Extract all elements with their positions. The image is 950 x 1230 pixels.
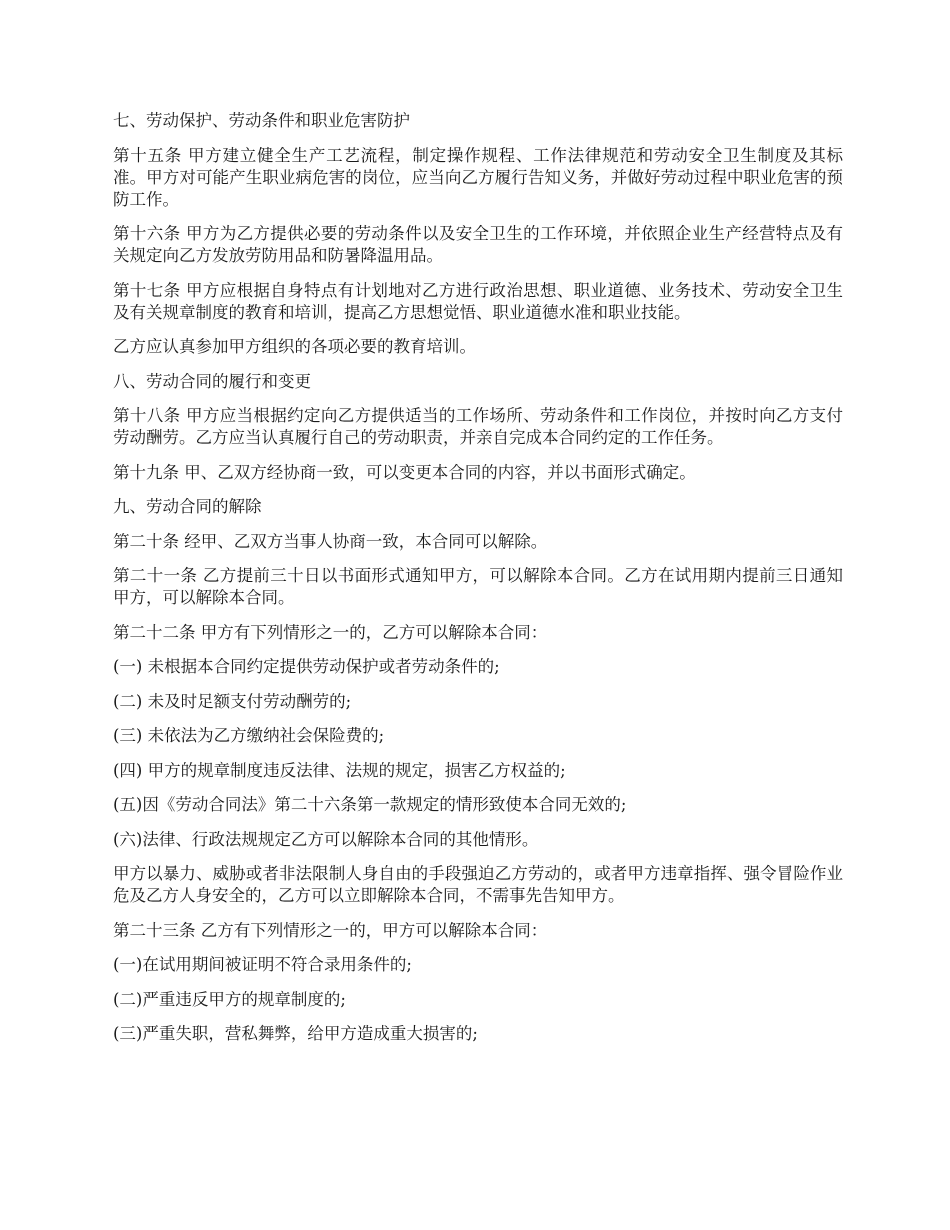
article-22-item-1: (一) 未根据本合同约定提供劳动保护或者劳动条件的; — [113, 657, 500, 676]
article-18: 第十八条 甲方应当根据约定向乙方提供适当的工作场所、劳动条件和工作岗位，并按时向乙方支付劳动酬劳。乙方应当认真履行自己的劳动职责，并亲自完成本合同约定的工作任务。 — [113, 406, 843, 447]
article-22: 第二十二条 甲方有下列情形之一的，乙方可以解除本合同： — [113, 622, 548, 642]
article-22-item-2: (二) 未及时足额支付劳动酬劳的; — [113, 691, 352, 711]
article-19: 第十九条 甲、乙双方经协商一致，可以变更本合同的内容，并以书面形式确定。 — [113, 462, 696, 482]
section-heading-9: 九、劳动合同的解除 — [113, 497, 262, 516]
section-heading-7: 七、劳动保护、劳动条件和职业危害防护 — [113, 111, 410, 130]
article-23-item-3: (三)严重失职，营私舞弊，给甲方造成重大损害的; — [113, 1024, 478, 1043]
article-22-item-3: (三) 未依法为乙方缴纳社会保险费的; — [113, 726, 385, 745]
article-21: 第二十一条 乙方提前三十日以书面形式通知甲方，可以解除本合同。乙方在试用期内提前三日通知甲方，可以解除本合同。 — [113, 566, 843, 607]
article-16: 第十六条 甲方为乙方提供必要的劳动条件以及安全卫生的工作环境，并依照企业生产经营特点及有关规定向乙方发放劳防用品和防暑降温用品。 — [113, 224, 843, 265]
article-15: 第十五条 甲方建立健全生产工艺流程，制定操作规程、工作法律规范和劳动安全卫生制度及其标准。甲方对可能产生职业病危害的岗位，应当向乙方履行告知义务，并做好劳动过程中职业危害的预防工作。 — [113, 145, 843, 209]
article-22-item-4: (四) 甲方的规章制度违反法律、法规的规定，损害乙方权益的; — [113, 760, 566, 780]
article-23-item-1: (一)在试用期间被证明不符合录用条件的; — [113, 955, 412, 974]
article-23-item-2: (二)严重违反甲方的规章制度的; — [113, 989, 346, 1009]
article-17-note: 乙方应认真参加甲方组织的各项必要的教育培训。 — [113, 337, 476, 356]
article-17: 第十七条 甲方应根据自身特点有计划地对乙方进行政治思想、职业道德、业务技术、劳动安全卫生及有关规章制度的教育和培训，提高乙方思想觉悟、职业道德水准和职业技能。 — [113, 280, 843, 322]
article-22-item-5: (五)因《劳动合同法》第二十六条第一款规定的情形致使本合同无效的; — [113, 795, 627, 814]
article-20: 第二十条 经甲、乙双方当事人协商一致，本合同可以解除。 — [113, 531, 548, 551]
article-22-item-6: (六)法律、行政法规规定乙方可以解除本合同的其他情形。 — [113, 829, 539, 849]
document-page — [113, 110, 843, 1058]
section-heading-8: 八、劳动合同的履行和变更 — [113, 371, 311, 391]
article-23: 第二十三条 乙方有下列情形之一的，甲方可以解除本合同： — [113, 920, 548, 940]
article-22-note: 甲方以暴力、威胁或者非法限制人身自由的手段强迫乙方劳动的，或者甲方违章指挥、强令冒险作业危及乙方人身安全的，乙方可以立即解除本合同，不需事先告知甲方。 — [113, 864, 843, 905]
